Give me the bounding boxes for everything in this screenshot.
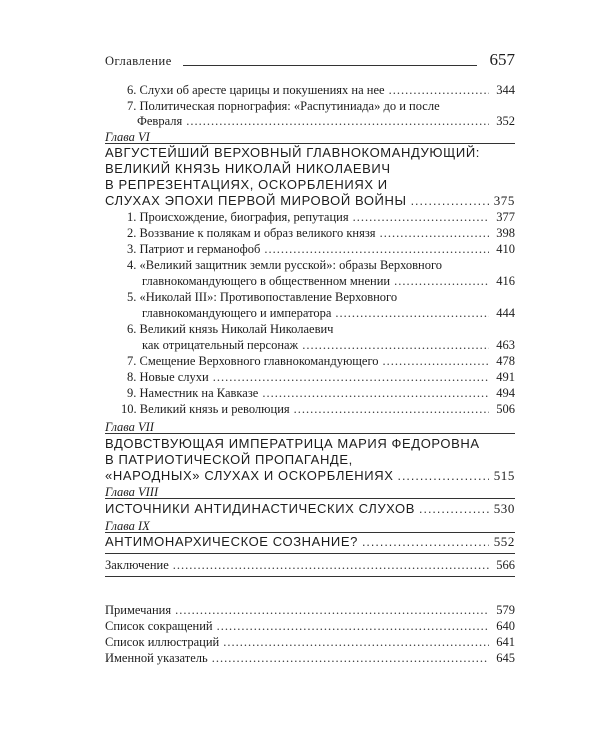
toc-entry-continued[interactable]: как отрицательный персонаж ..... 463 [105, 337, 515, 353]
header-title: Оглавление [105, 54, 172, 68]
toc-entry[interactable]: 7. Смещение Верховного главнокомандующего ..... 478 [105, 353, 515, 369]
toc-entry-continued[interactable]: Февраля ..... 352 [105, 113, 515, 129]
chapter-title-entry[interactable]: «НАРОДНЫХ» СЛУХАХ И ОСКОРБЛЕНИЯХ ..... 515 [105, 468, 515, 484]
chapter-label: Глава VIII [105, 485, 159, 499]
chapter-title-line: ВДОВСТВУЮЩАЯ ИМПЕРАТРИЦА МАРИЯ ФЕДОРОВНА [105, 436, 480, 451]
toc-entry-back-matter[interactable]: Именной указатель ..... 645 [105, 650, 515, 666]
chapter-title-line: В ПАТРИОТИЧЕСКОЙ ПРОПАГАНДЕ, [105, 452, 353, 467]
toc-entry[interactable]: 8. Новые слухи ..... 491 [105, 369, 515, 385]
chapter-title-entry[interactable]: АНТИМОНАРХИЧЕСКОЕ СОЗНАНИЕ? ..... 552 [105, 534, 515, 550]
toc-entry[interactable]: 7. Политическая порнография: «Распутиниада» до и после [127, 99, 440, 113]
toc-entry-continued[interactable]: главнокомандующего в общественном мнении ..... 416 [105, 273, 515, 289]
toc-entry-back-matter[interactable]: Список сокращений ..... 640 [105, 618, 515, 634]
chapter-divider [105, 143, 515, 144]
chapter-title-entry[interactable]: СЛУХАХ ЭПОХИ ПЕРВОЙ МИРОВОЙ ВОЙНЫ ..... 375 [105, 193, 515, 209]
chapter-divider [105, 532, 515, 533]
toc-entry[interactable]: 10. Великий князь и революция ..... 506 [105, 401, 515, 417]
chapter-label: Глава IX [105, 519, 150, 533]
toc-entry-conclusion[interactable]: Заключение ..... 566 [105, 557, 515, 573]
toc-entry[interactable]: 5. «Николай III»: Противопоставление Верховного [127, 290, 398, 304]
toc-entry[interactable]: 6. Великий князь Николай Николаевич [127, 322, 334, 336]
toc-entry[interactable]: 2. Воззвание к полякам и образ великого князя ..... 398 [105, 225, 515, 241]
toc-entry-back-matter[interactable]: Список иллюстраций ..... 641 [105, 634, 515, 650]
chapter-label: Глава VI [105, 130, 150, 144]
toc-entry[interactable]: 6. Слухи об аресте царицы и покушениях на нее ..... 344 [105, 82, 515, 98]
chapter-title-line: ВЕЛИКИЙ КНЯЗЬ НИКОЛАЙ НИКОЛАЕВИЧ [105, 161, 391, 176]
running-header [105, 51, 515, 73]
toc-entry-back-matter[interactable]: Примечания ..... 579 [105, 602, 515, 618]
chapter-label: Глава VII [105, 420, 154, 434]
section-divider [105, 576, 515, 577]
toc-entry[interactable]: 9. Наместник на Кавказе ..... 494 [105, 385, 515, 401]
section-divider [105, 553, 515, 554]
header-rule [183, 65, 477, 66]
toc-entry-continued[interactable]: главнокомандующего и императора ..... 444 [105, 305, 515, 321]
toc-entry[interactable]: 1. Происхождение, биография, репутация ..... 377 [105, 209, 515, 225]
chapter-title-entry[interactable]: ИСТОЧНИКИ АНТИДИНАСТИЧЕСКИХ СЛУХОВ ..... 530 [105, 501, 515, 517]
chapter-title-line: АВГУСТЕЙШИЙ ВЕРХОВНЫЙ ГЛАВНОКОМАНДУЮЩИЙ: [105, 145, 481, 160]
chapter-divider [105, 498, 515, 499]
toc-entry[interactable]: 4. «Великий защитник земли русской»: образы Верховного [127, 258, 443, 272]
toc-entry[interactable]: 3. Патриот и германофоб ..... 410 [105, 241, 515, 257]
toc-page [105, 0, 515, 750]
page-number: 657 [489, 50, 515, 69]
chapter-title-line: В РЕПРЕЗЕНТАЦИЯХ, ОСКОРБЛЕНИЯХ И [105, 177, 388, 192]
chapter-divider [105, 433, 515, 434]
